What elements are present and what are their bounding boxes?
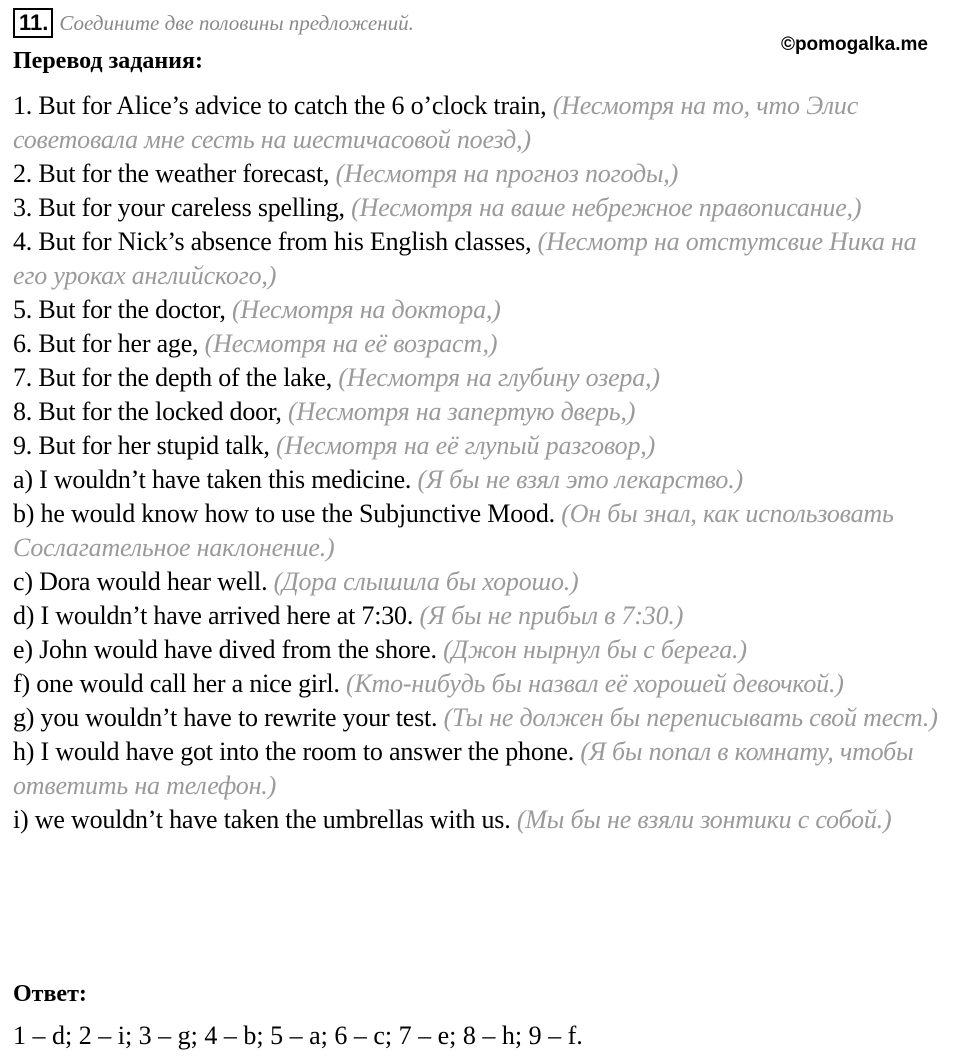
task-header: [13, 8, 414, 38]
item-english: 9. But for her stupid talk,: [13, 431, 270, 460]
list-item: [13, 293, 948, 327]
list-item: [13, 191, 948, 225]
item-english: g) you wouldn’t have to rewrite your test.: [13, 703, 438, 732]
list-item: [13, 89, 948, 157]
item-translation: (Несмотря на её глупый разговор,): [269, 431, 656, 460]
list-item: [13, 633, 948, 667]
list-item: [13, 429, 948, 463]
item-english: 8. But for the locked door,: [13, 397, 282, 426]
item-translation: (Несмотря на прогноз погоды,): [329, 159, 679, 188]
item-english: 1. But for Alice’s advice to catch the 6 o’clock train,: [13, 91, 547, 120]
item-translation: (Ты не должен бы переписывать свой тест.): [437, 703, 938, 732]
item-translation: (Кто-нибудь бы назвал её хорошей девочкой.): [339, 669, 844, 698]
item-english: 4. But for Nick’s absence from his English classes,: [13, 227, 532, 256]
item-english: i) we wouldn’t have taken the umbrellas with us.: [13, 805, 511, 834]
sentence-list: [13, 89, 948, 837]
item-translation: (Несмотря на её возраст,): [198, 329, 498, 358]
task-instruction: Соедините две половины предложений.: [59, 10, 414, 35]
list-item: [13, 599, 948, 633]
item-translation: (Мы бы не взяли зонтики с собой.): [510, 805, 892, 834]
list-item: [13, 225, 948, 293]
item-translation: (Несмотря на глубину озера,): [332, 363, 660, 392]
watermark: ©pomogalka.me: [780, 34, 928, 55]
item-english: 2. But for the weather forecast,: [13, 159, 330, 188]
item-english: b) he would know how to use the Subjunctive Mood.: [13, 499, 555, 528]
list-item: [13, 361, 948, 395]
item-translation: (Дора слышила бы хорошо.): [267, 567, 579, 596]
item-translation: (Он бы знал, как использовать Сослагательное наклонение.): [13, 499, 894, 562]
list-item: [13, 735, 948, 803]
item-english: f) one would call her a nice girl.: [13, 669, 340, 698]
list-item: [13, 667, 948, 701]
item-english: 3. But for your careless spelling,: [13, 193, 345, 222]
item-english: d) I wouldn’t have arrived here at 7:30.: [13, 601, 414, 630]
item-english: a) I wouldn’t have taken this medicine.: [13, 465, 412, 494]
list-item: [13, 803, 948, 837]
list-item: [13, 157, 948, 191]
list-item: [13, 701, 948, 735]
item-english: 6. But for her age,: [13, 329, 199, 358]
answer-title: Ответ:: [13, 981, 87, 1007]
item-translation: (Я бы не взял это лекарство.): [411, 465, 743, 494]
item-translation: (Несмотря на запертую дверь,): [281, 397, 636, 426]
item-english: 7. But for the depth of the lake,: [13, 363, 333, 392]
item-english: 5. But for the doctor,: [13, 295, 226, 324]
list-item: [13, 565, 948, 599]
item-english: c) Dora would hear well.: [13, 567, 268, 596]
item-translation: (Несмотря на ваше небрежное правописание,): [344, 193, 862, 222]
list-item: [13, 327, 948, 361]
item-translation: (Я бы не прибыл в 7:30.): [413, 601, 684, 630]
item-translation: (Несмотр на отстутсвие Ника на его уроках английского,): [13, 227, 917, 290]
item-translation: (Я бы попал в комнату, чтобы ответить на телефон.): [13, 737, 914, 800]
item-english: e) John would have dived from the shore.: [13, 635, 437, 664]
list-item: [13, 463, 948, 497]
item-translation: (Несмотря на то, что Элис советовала мне сесть на шестичасовой поезд,): [13, 91, 859, 154]
list-item: [13, 395, 948, 429]
list-item: [13, 497, 948, 565]
answer-text: 1 – d; 2 – i; 3 – g; 4 – b; 5 – a; 6 – c; 7 – e; 8 – h; 9 – f.: [13, 1021, 583, 1050]
item-translation: (Джон нырнул бы с берега.): [436, 635, 747, 664]
item-translation: (Несмотря на доктора,): [225, 295, 501, 324]
item-english: h) I would have got into the room to answer the phone.: [13, 737, 575, 766]
task-number: 11.: [13, 8, 53, 38]
translation-title: Перевод задания:: [13, 48, 203, 74]
